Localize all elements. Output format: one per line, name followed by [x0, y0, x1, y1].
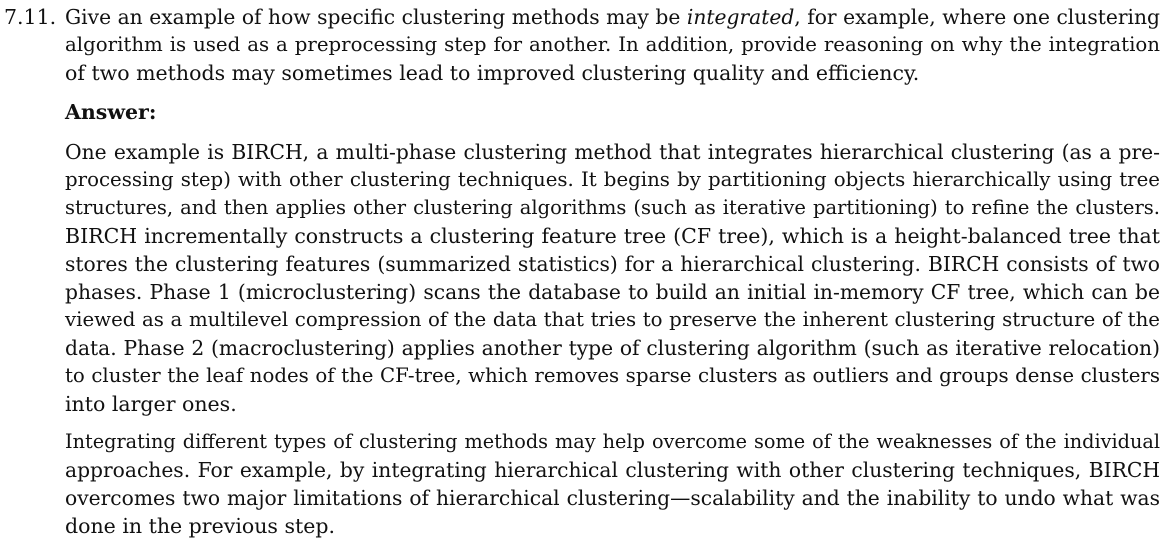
paragraph-line: processing step) with other clustering techniques. It begins by partitioning objects hierarchically using tree	[65, 168, 1160, 191]
question-line: algorithm is used as a preprocessing step for another. In addition, provide reasoning on why the integration	[65, 33, 1160, 56]
question-emphasis: integrated	[686, 5, 795, 29]
question-line	[65, 3, 1160, 31]
paragraph-line: approaches. For example, by integrating hierarchical clustering with other clustering techniques, BIRCH	[65, 458, 1160, 482]
paragraph-line: done in the previous step.	[65, 514, 335, 538]
question-line-1-start: Give an example of how specific clustering methods may be	[65, 5, 687, 29]
answer-heading: Answer:	[65, 100, 157, 124]
paragraph-line: structures, and then applies other clustering algorithms (such as iterative partitioning) to refine the clusters.	[65, 196, 1160, 219]
paragraph-line: viewed as a multilevel compression of the data that tries to preserve the inherent clustering structure of the	[65, 308, 1160, 331]
paragraph-line: stores the clustering features (summarized statistics) for a hierarchical clustering. BIRCH consists of two	[65, 252, 1160, 276]
question-line-1-end: , for example, where one clustering	[794, 5, 1160, 29]
answer-paragraph-2	[65, 428, 1160, 540]
paragraph-line: to cluster the leaf nodes of the CF-tree, which removes sparse clusters as outliers and groups dense clusters	[65, 364, 1160, 387]
question-text	[65, 3, 1160, 87]
paragraph-line: BIRCH incrementally constructs a clustering feature tree (CF tree), which is a height-balanced tree that	[65, 224, 1160, 248]
paragraph-line: data. Phase 2 (macroclustering) applies another type of clustering algorithm (such as iterative relocation)	[65, 336, 1160, 360]
question-line: of two methods may sometimes lead to improved clustering quality and efficiency.	[65, 61, 920, 85]
paragraph-line: overcomes two major limitations of hierarchical clustering—scalability and the inability to undo what was	[65, 486, 1160, 510]
paragraph-line: One example is BIRCH, a multi-phase clustering method that integrates hierarchical clustering (as a pre-	[65, 140, 1160, 164]
paragraph-line: into larger ones.	[65, 392, 237, 416]
paragraph-line: Integrating different types of clustering methods may help overcome some of the weaknesses of the individual	[65, 430, 1160, 453]
question-number: 7.11.	[4, 5, 57, 29]
answer-paragraph-1	[65, 138, 1160, 418]
paragraph-line: phases. Phase 1 (microclustering) scans the database to build an initial in-memory CF tree, which can be	[65, 280, 1160, 304]
